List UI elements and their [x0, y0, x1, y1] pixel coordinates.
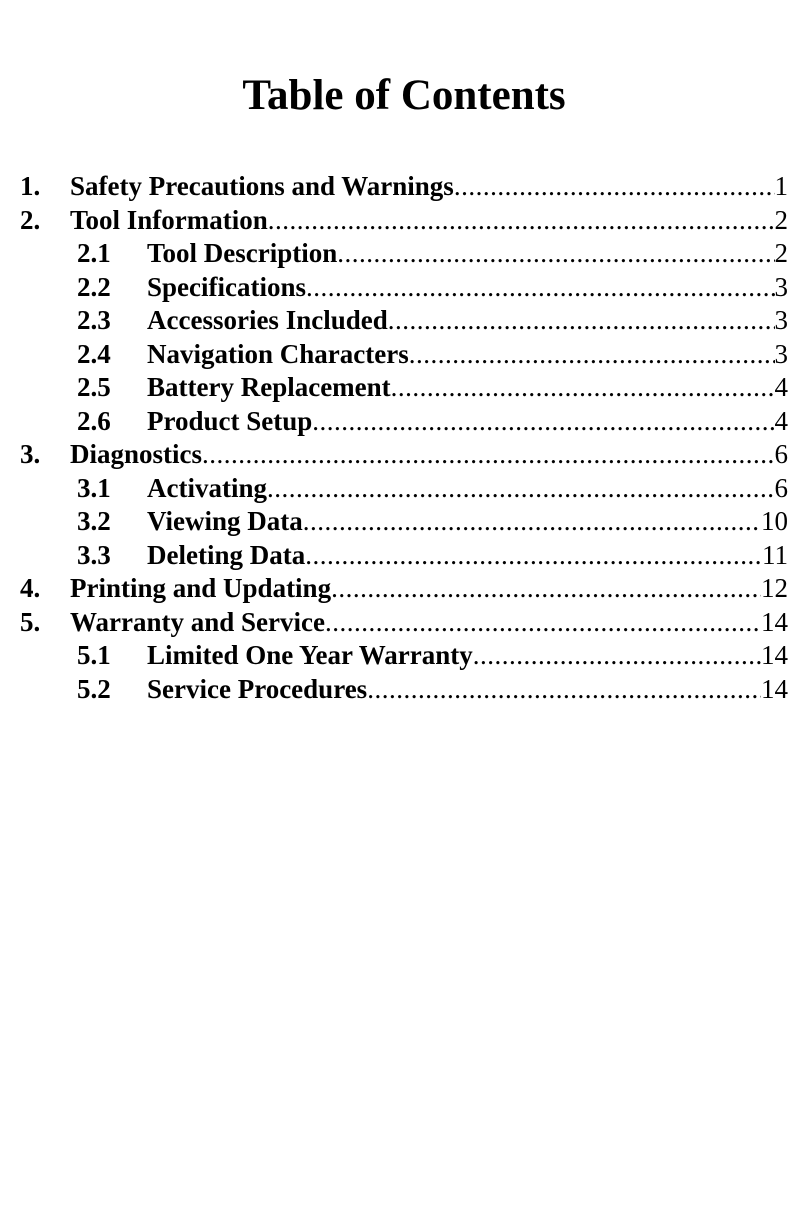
page-title: Table of Contents	[242, 72, 566, 119]
toc-entry-page: 6	[774, 472, 788, 503]
toc-entry-page: 12	[761, 573, 788, 603]
dot-leader	[268, 204, 775, 238]
toc-entry-number: 2.1	[77, 238, 111, 268]
dot-leader	[391, 371, 775, 405]
toc-entry-title: Deleting Data	[147, 539, 306, 570]
toc-entry-number: 2.3	[77, 305, 111, 335]
toc-entry-page: 3	[774, 305, 788, 335]
toc-entry[interactable]	[20, 170, 788, 204]
toc-entry-page: 10	[761, 506, 788, 536]
toc-entry-page: 11	[762, 539, 788, 570]
toc-entry-number: 5.2	[77, 673, 111, 704]
dot-leader	[337, 237, 774, 271]
dot-leader	[409, 338, 775, 372]
toc-entry-page: 2	[774, 204, 788, 235]
toc-entry-title: Printing and Updating	[70, 573, 332, 603]
toc-entry-title: Battery Replacement	[147, 372, 391, 402]
table-of-contents	[20, 170, 788, 706]
toc-entry-title: Limited One Year Warranty	[147, 640, 473, 670]
toc-entry[interactable]	[20, 338, 788, 372]
toc-entry-number: 5.1	[77, 640, 111, 670]
toc-entry[interactable]	[20, 639, 788, 673]
toc-entry[interactable]	[20, 271, 788, 305]
toc-entry-number: 2.4	[77, 338, 111, 369]
toc-entry-number: 2.	[20, 204, 41, 235]
dot-leader	[325, 606, 761, 640]
dot-leader	[367, 673, 761, 707]
toc-entry-number: 3.3	[77, 539, 111, 570]
dot-leader	[388, 304, 775, 338]
toc-entry-title: Accessories Included	[147, 305, 388, 335]
toc-entry-number: 2.6	[77, 405, 111, 436]
toc-entry-page: 14	[761, 673, 788, 704]
dot-leader	[305, 539, 762, 573]
toc-entry-title: Product Setup	[147, 405, 313, 436]
toc-entry-number: 2.5	[77, 372, 111, 402]
dot-leader	[202, 438, 774, 472]
toc-entry-title: Tool Description	[147, 238, 338, 268]
dot-leader	[331, 572, 761, 606]
toc-entry[interactable]	[20, 371, 788, 405]
toc-entry-title: Activating	[147, 472, 267, 503]
toc-entry-number: 4.	[20, 573, 41, 603]
toc-entry[interactable]	[20, 472, 788, 506]
toc-entry-title: Safety Precautions and Warnings	[70, 171, 454, 201]
toc-entry-title: Tool Information	[70, 204, 268, 235]
toc-entry-title: Viewing Data	[147, 506, 303, 536]
toc-entry[interactable]	[20, 673, 788, 707]
toc-entry-page: 2	[774, 238, 788, 268]
toc-entry[interactable]	[20, 204, 788, 238]
toc-entry[interactable]	[20, 505, 788, 539]
toc-entry-page: 14	[761, 606, 788, 637]
toc-entry-title: Warranty and Service	[70, 606, 325, 637]
toc-entry-title: Navigation Characters	[147, 338, 409, 369]
toc-entry-number: 3.1	[77, 472, 111, 503]
dot-leader	[303, 505, 761, 539]
toc-entry-page: 1	[774, 171, 788, 201]
toc-entry[interactable]	[20, 405, 788, 439]
dot-leader	[312, 405, 774, 439]
toc-entry-number: 2.2	[77, 271, 111, 302]
toc-entry-number: 1.	[20, 171, 41, 201]
toc-entry[interactable]	[20, 237, 788, 271]
toc-entry-page: 3	[774, 271, 788, 302]
dot-leader	[473, 639, 761, 673]
toc-entry[interactable]	[20, 606, 788, 640]
toc-entry[interactable]	[20, 438, 788, 472]
toc-entry-number: 5.	[20, 606, 41, 637]
toc-entry-page: 4	[774, 372, 788, 402]
toc-entry-title: Service Procedures	[147, 673, 368, 704]
toc-entry-page: 4	[774, 405, 788, 436]
toc-entry[interactable]	[20, 572, 788, 606]
toc-entry-page: 14	[761, 640, 788, 670]
toc-entry-page: 6	[774, 439, 788, 469]
toc-entry[interactable]	[20, 304, 788, 338]
toc-entry-title: Diagnostics	[70, 439, 203, 469]
toc-entry-number: 3.	[20, 439, 41, 469]
dot-leader	[454, 170, 775, 204]
toc-entry-title: Specifications	[147, 271, 306, 302]
toc-entry-number: 3.2	[77, 506, 111, 536]
toc-entry[interactable]	[20, 539, 788, 573]
dot-leader	[267, 472, 775, 506]
dot-leader	[306, 271, 775, 305]
toc-entry-page: 3	[774, 338, 788, 369]
